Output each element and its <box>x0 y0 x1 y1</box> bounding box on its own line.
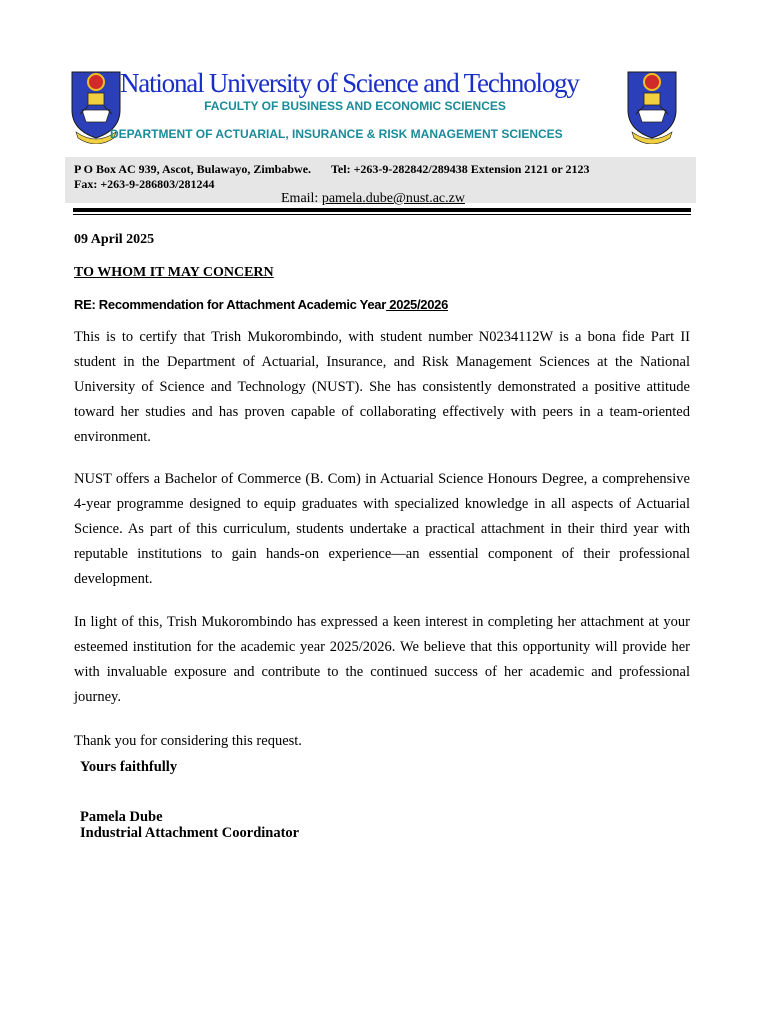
body-paragraph-2: NUST offers a Bachelor of Commerce (B. Com) in Actuarial Science Honours Degree, a comprehensive 4-year programme designed to equip graduates with specialized knowledge in all aspects of Actuarial Science. As part of this curriculum, students undertake a practical attachment in their third year with reputable institutions to gain hands-on experience—an essential component of their professional development. <box>74 471 690 587</box>
fax-number: Fax: +263-9-286803/281244 <box>74 177 215 191</box>
header-rule-thick <box>73 208 691 212</box>
thanks-line: Thank you for considering this request. <box>74 733 302 749</box>
body-paragraph-3: In light of this, Trish Mukorombindo has expressed a keen interest in completing her attachment at your esteemed institution for the academic year 2025/2026. We believe that this opportunity will provide her with invaluable exposure and contribute to the continued success of her academic and professional journey. <box>74 614 690 705</box>
signatory-title: Industrial Attachment Coordinator <box>80 825 300 841</box>
postal-address: P O Box AC 939, Ascot, Bulawayo, Zimbabwe. <box>74 162 312 176</box>
department-name: DEPARTMENT OF ACTUARIAL, INSURANCE & RISK MANAGEMENT SCIENCES <box>110 127 563 141</box>
body-paragraph-1: This is to certify that Trish Mukorombindo, with student number N0234112W is a bona fide Part II student in the Department of Actuarial, Insurance, and Risk Management Sciences at the National University of Science and Technology (NUST). She has consistently demonstrated a positive attitude toward her studies and has proven capable of collaborating effectively with peers in a team-oriented environment. <box>74 329 690 445</box>
subject-year: 2025/2026 <box>385 297 449 312</box>
university-name: National University of Science and Technology <box>120 68 579 98</box>
email-label: Email: <box>281 191 322 206</box>
address-line <box>74 162 590 177</box>
email-line <box>281 191 465 207</box>
letter-date: 09 April 2025 <box>74 232 155 247</box>
subject-line <box>74 297 448 312</box>
salutation: TO WHOM IT MAY CONCERN <box>74 265 274 280</box>
signatory-name: Pamela Dube <box>80 809 163 825</box>
email-link[interactable]: pamela.dube@nust.ac.zw <box>321 191 465 206</box>
faculty-name: FACULTY OF BUSINESS AND ECONOMIC SCIENCES <box>204 99 506 113</box>
university-crest-icon <box>624 66 680 144</box>
subject-text: RE: Recommendation for Attachment Academic Year <box>74 297 386 312</box>
closing: Yours faithfully <box>80 759 178 775</box>
header-rule-thin <box>73 214 691 215</box>
telephone: Tel: +263-9-282842/289438 Extension 2121 or 2123 <box>331 162 590 176</box>
